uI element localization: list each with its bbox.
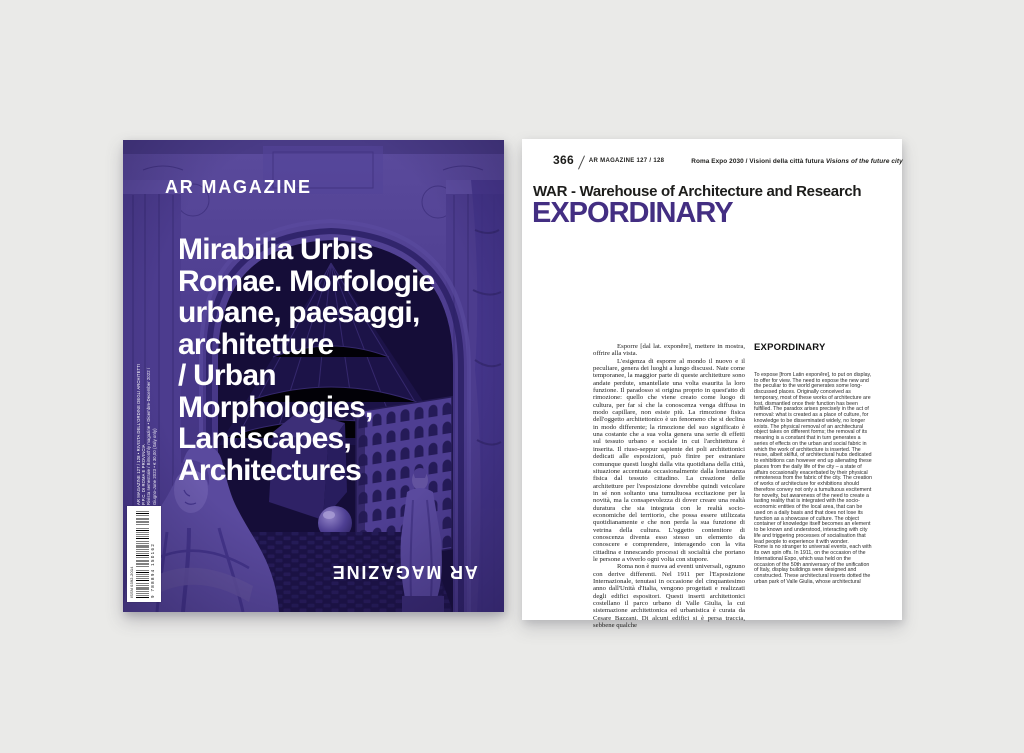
page-number: 366	[553, 153, 574, 167]
cover-title-line: / Urban	[178, 359, 276, 392]
cover-title-line: Mirabilia Urbis	[178, 233, 373, 266]
italian-paragraph: Roma non è nuova ad eventi universali, ognuno con derive differenti. Nel 1911 per l'Esposizione Internazionale, tenutasi in occasione del cinquantesimo anno dall'Unità d'Italia, vengono progettati e realizzati degli edifici espositori. Questi inserti architettonici costellano il parco urbano di Valle Giulia, la cui sistemazione architettonica ed urbanistica è curata da Cesare Bazzani. Di alcuni edifici si è persa traccia, sebbene qualche	[593, 563, 745, 630]
magazine-cover	[123, 140, 504, 612]
barcode-rotated-content	[130, 510, 155, 598]
section-title-en: Visions of the future city	[825, 157, 903, 165]
cover-brand-flipped: AR MAGAZINE	[331, 562, 478, 582]
barcode-digits: 9 788894 150162	[149, 542, 155, 598]
cover-brand: AR MAGAZINE	[165, 177, 312, 197]
article-kicker: WAR - Warehouse of Architecture and Research	[533, 183, 862, 200]
cover-title-line: Romae. Morfologie	[178, 264, 435, 298]
english-column-heading: EXPORDINARY	[754, 342, 826, 353]
english-paragraph: Rome is no stranger to universal events, each with its own spin offs. In 1911, on the occasion of the International Expo, which was held on the occasion of the 50th anniversary of the unification of Italy, display buildings were designed and constructed. These architectural inserts dotted the urban park of Valle Giulia, whose architectural	[754, 544, 872, 585]
column-italian	[593, 343, 745, 629]
english-paragraph: To expose [from Latin exponĕre], to put on display, to offer for view. The need to expose the new and the peculiar to the world generates some long-discussed places. Originally conceived as temporary, most of these works of architecture are lost, dismantled once their function has been fulfilled. The paradox arises precisely in the act of removal: what is created as a place of culture, for knowledge to be disseminated widely, no longer exists. The physical removal of an architectural object takes on different forms; the removal of its meaning is a constant that in turn generates a series of effects on the urban and social fabric in which the work of architecture is inserted. The reuse, albeit skilful, of architectural hubs dedicated to exhibitions can however end up alienating these places from the daily life of the city – a state of affairs occasionally exacerbated by their physical remoteness from the fabric of the city. The creation of works of architecture for exhibitions should therefore convey not only a tumultuous excitement for novelty, but awareness of the need to create a lasting reality that is integrated with the socio-economic entities of the local area, that can be used on a daily basis and that does not lose its function as a showcase of culture. The object container of knowledge itself becomes an element to be known and understood, interacting with city life and triggering processes of socialisation that lead people to experience it with wonder.	[754, 371, 872, 545]
article-headline: EXPORDINARY	[532, 197, 733, 229]
cover-title	[178, 234, 434, 486]
italian-paragraph: L'esigenza di esporre al mondo il nuovo e il peculiare, genera dei luoghi a lungo discussi. Nate come temporanee, la maggior parte di queste architetture sono andate perdute, smantellate una volta esaurita la loro funzione. Il paradosso si origina proprio in quest'atto di rimozione: quello che viene creato come luogo di cultura, per far sì che la conoscenza venga diffusa in modo capillare, non esiste più. La rimozione fisica dell'oggetto architettonico è un fenomeno che si declina in modo differente; la rimozione del suo significato è una costante che a sua volta genera una serie di effetti sul tessuto urbano e sociale in cui l'architettura è inserita. Il riuso-seppur sapiente dei poli architettonici dedicati alle esposizioni, può finire per estraniare comunque questi luoghi dalla vita quotidiana della città, situazione accentuata occasionalmente dalla lontananza fisica dal tessuto cittadino. La creazione delle architetture per l'esposizione dovrebbe quindi veicolare in sé non soltanto una tumultuosa eccitazione per la novità, ma la consapevolezza di dover creare una realtà duratura che sia integrata con le realtà socio-economiche del territorio, che possa essere utilizzata quotidianamente e che non perda la sua funzione di vetrina della cultura. L'oggetto contenitore di conoscenza diventa esso stesso un elemento da conoscere e comprendere, interagendo con la vita cittadina e innescando processi di socialità che portano le persone a viverlo ogni volta con stupore.	[593, 357, 745, 563]
section-title-it: Roma Expo 2030 / Visioni della città futura	[691, 157, 826, 165]
cover-title-line: Morphologies,	[178, 390, 373, 424]
cover-title-line: Architectures	[178, 453, 362, 487]
cover-title-line: Landscapes,	[178, 422, 351, 455]
barcode-bars	[136, 510, 149, 598]
folio-slash	[578, 155, 585, 169]
cover-title-line: urbane, paesaggi,	[178, 296, 420, 329]
page-header	[553, 154, 903, 170]
barcode	[127, 506, 161, 602]
spine-line-1: AR MAGAZINE 127 / 128 • RIVISTA DELL'ORDINE DEGLI ARCHITETTI P.P.C. DI ROMA E PROVINCIA	[136, 363, 147, 505]
barcode-issn: ISSN 0392-2014	[129, 566, 134, 598]
column-english	[754, 342, 873, 586]
article-page	[522, 139, 903, 630]
italian-paragraph: Esporre [dal lat. exponĕre], mettere in mostra, offrire alla vista.	[593, 343, 745, 358]
issue-reference: AR MAGAZINE 127 / 128	[588, 158, 665, 164]
cover-title-line: architetture	[178, 327, 334, 361]
cover-spine-text	[136, 355, 157, 505]
spine-line-2: Rivista semestrale / Bimonthly magazine • Dicembre-December 2022 / Giugno-June 2023 • € 30,00 (Italy only)	[146, 367, 157, 505]
section-reference	[691, 158, 903, 165]
